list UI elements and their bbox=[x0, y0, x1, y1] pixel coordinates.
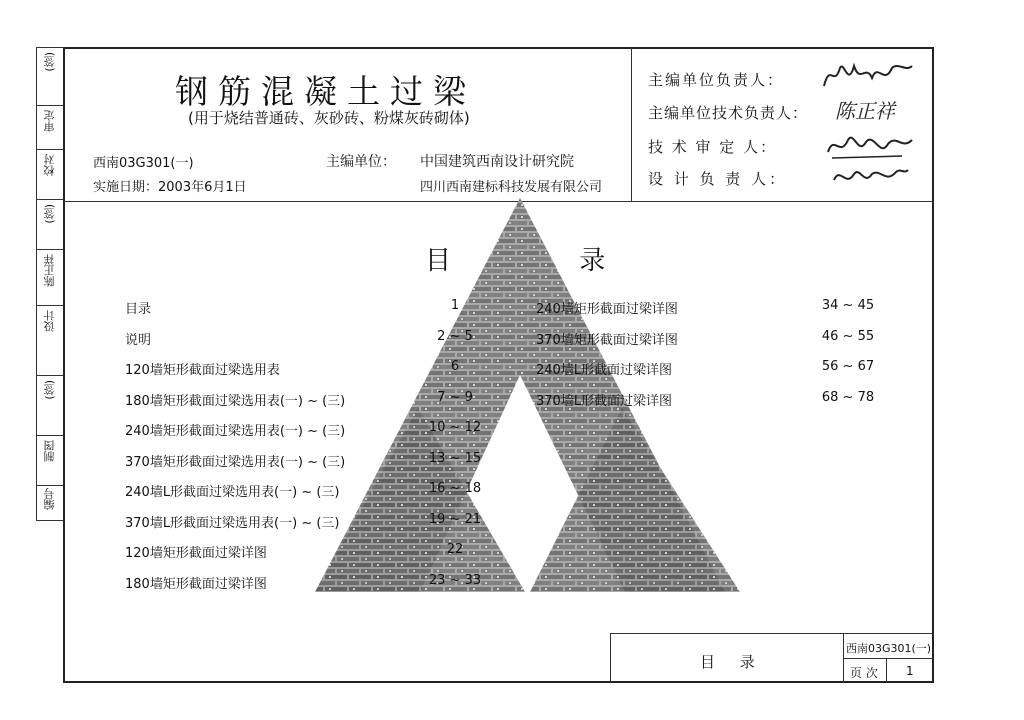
strip-text: 审定 bbox=[43, 110, 56, 132]
strip-cell bbox=[37, 250, 63, 306]
header-divider bbox=[631, 48, 632, 201]
toc-entry-name: 240墙矩形截面过梁详图 bbox=[536, 302, 678, 317]
titleblock-page-label: 页 次 bbox=[850, 666, 878, 680]
strip-cell bbox=[37, 486, 63, 522]
toc-entry-name: 240墙L形截面过梁详图 bbox=[536, 363, 673, 378]
toc-entry-name: 240墙矩形截面过梁选用表(一) ~ (三) bbox=[125, 424, 346, 439]
page-subtitle: (用于烧结普通砖、灰砂砖、粉煤灰砖砌体) bbox=[188, 109, 470, 127]
titleblock-left-line bbox=[610, 633, 611, 682]
strip-text: 校对 bbox=[43, 154, 56, 176]
strip-text: (签) bbox=[43, 380, 56, 400]
toc-entry-name: 180墙矩形截面过梁详图 bbox=[125, 576, 267, 592]
toc-entry-pages: 46 ~ 55 bbox=[821, 328, 875, 344]
editor-label: 主编单位： bbox=[326, 154, 396, 170]
signature-image bbox=[820, 58, 915, 97]
toc-entry-pages: 6 bbox=[450, 359, 460, 374]
titleblock-row-line bbox=[843, 658, 933, 659]
toc-entry-pages: 13 ~ 15 bbox=[428, 450, 482, 466]
strip-cell bbox=[37, 106, 63, 150]
titleblock-top-line bbox=[610, 633, 933, 634]
role-label: 主编单位技术负责人： bbox=[648, 104, 809, 122]
toc-entry-pages: 1 bbox=[450, 298, 460, 313]
titleblock-cell-line bbox=[886, 659, 887, 682]
strip-cell bbox=[37, 436, 63, 486]
toc-heading: 目 录 bbox=[425, 246, 666, 276]
toc-entry-name: 目录 bbox=[125, 302, 152, 317]
toc-entry-name: 370墙矩形截面过梁选用表(一) ~ (三) bbox=[125, 454, 346, 470]
strip-cell bbox=[37, 200, 63, 250]
page-title: 钢筋混凝土过梁 bbox=[175, 72, 476, 111]
strip-cell bbox=[37, 306, 63, 376]
strip-cell bbox=[37, 150, 63, 200]
toc-entry-pages: 56 ~ 67 bbox=[821, 359, 875, 374]
role-label: 技 术 审 定 人： bbox=[648, 138, 778, 156]
role-label: 设 计 负 责 人： bbox=[648, 170, 788, 188]
signature-text: 陈正祥 bbox=[835, 99, 895, 123]
toc-entry-pages: 34 ~ 45 bbox=[821, 298, 875, 313]
strip-text: (签) bbox=[43, 204, 56, 224]
strip-text: 设计 bbox=[43, 310, 56, 332]
strip-text: 陈正祥 bbox=[43, 254, 56, 287]
editor-unit-2: 四川西南建标科技发展有限公司 bbox=[420, 180, 603, 195]
strip-text: 编号 bbox=[43, 488, 56, 510]
toc-entry-pages: 23 ~ 33 bbox=[428, 572, 482, 588]
effective-date: 实施日期：2003年6月1日 bbox=[93, 180, 247, 195]
toc-entry-pages: 10 ~ 12 bbox=[428, 420, 482, 435]
toc-entry-name: 120墙矩形截面过梁选用表 bbox=[125, 363, 280, 378]
toc-entry-pages: 7 ~ 9 bbox=[437, 389, 473, 405]
strip-cell bbox=[37, 48, 63, 106]
role-label: 主编单位负责人： bbox=[648, 71, 785, 89]
toc-entry-name: 120墙矩形截面过梁详图 bbox=[125, 546, 267, 561]
toc-entry-name: 370墙L形截面过梁选用表(一) ~ (三) bbox=[125, 515, 340, 531]
toc-entry-name: 370墙L形截面过梁详图 bbox=[536, 393, 673, 409]
titleblock-name: 目 录 bbox=[700, 653, 765, 671]
titleblock-page-number: 1 bbox=[906, 664, 914, 678]
toc-entry-pages: 68 ~ 78 bbox=[821, 389, 875, 405]
drawing-code: 西南03G301(一) bbox=[93, 156, 194, 171]
strip-cell bbox=[37, 376, 63, 436]
binding-strip bbox=[36, 47, 63, 521]
signature-image bbox=[830, 162, 910, 197]
toc-entry-pages: 2 ~ 5 bbox=[437, 328, 473, 344]
toc-entry-name: 370墙矩形截面过梁详图 bbox=[536, 332, 678, 348]
strip-text: 制图 bbox=[43, 440, 56, 462]
toc-entry-name: 180墙矩形截面过梁选用表(一) ~ (三) bbox=[125, 393, 346, 409]
toc-entry-pages: 19 ~ 21 bbox=[428, 511, 482, 527]
toc-entry-name: 说明 bbox=[125, 332, 152, 348]
titleblock-code: 西南03G301(一) bbox=[846, 642, 932, 655]
strip-text: (签) bbox=[43, 52, 56, 72]
toc-entry-pages: 16 ~ 18 bbox=[428, 481, 482, 496]
toc-entry-name: 240墙L形截面过梁选用表(一) ~ (三) bbox=[125, 485, 340, 500]
toc-entry-pages: 22 bbox=[446, 542, 464, 557]
editor-unit-1: 中国建筑西南设计研究院 bbox=[420, 154, 574, 170]
